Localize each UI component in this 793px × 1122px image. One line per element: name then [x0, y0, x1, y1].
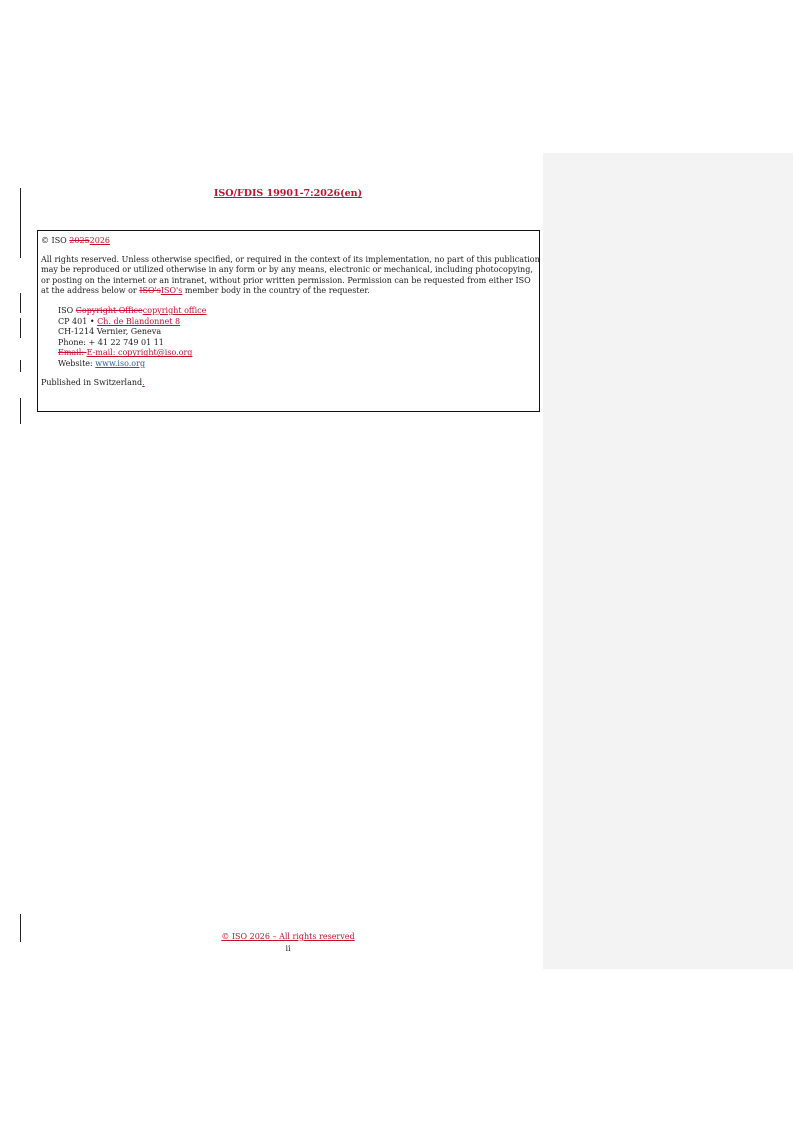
address-street	[58, 317, 536, 328]
rights-line: All rights reserved. Unless otherwise specified, or required in the context of its implementation, no part of this publication	[41, 254, 540, 264]
deleted-text: ISO's	[139, 286, 161, 296]
change-bar	[20, 360, 21, 372]
rights-line: may be reproduced or utilized otherwise in any form or by any means, electronic or mechanical, including photocopying,	[41, 265, 533, 275]
change-bar	[20, 318, 21, 338]
inserted-text: E-mail: copyright@iso.org	[86, 348, 193, 358]
page-number: ii	[285, 944, 291, 953]
inserted-text: Ch. de Blandonnet 8	[97, 316, 181, 326]
rights-text: at the address below or	[41, 286, 140, 296]
copyright-prefix: © ISO	[41, 236, 70, 245]
deleted-text: Copyright Office	[75, 305, 143, 315]
rights-line: or posting on the internet or an intranet, without prior written permission. Permission can be requested from either ISO	[41, 275, 531, 285]
inserted-text: copyright office	[142, 305, 207, 315]
change-bar	[20, 398, 21, 424]
published-text: Published in Switzerland	[41, 377, 143, 387]
copyright-year-line	[41, 236, 536, 247]
change-bar	[20, 293, 21, 313]
address-org	[58, 306, 536, 317]
rights-line	[41, 286, 536, 297]
inserted-text: .	[142, 377, 145, 387]
page-footer	[0, 931, 576, 955]
footer-copyright: © ISO 2026 – All rights reserved	[221, 932, 355, 941]
document-reference: ISO/FDIS 19901-7:2026(en)	[213, 188, 363, 199]
address-city: CH-1214 Vernier, Geneva	[58, 327, 162, 337]
website-link[interactable]: www.iso.org	[95, 358, 146, 368]
cp-prefix: CP 401 •	[58, 316, 98, 326]
deleted-text: Email:	[58, 348, 87, 358]
address-website	[58, 359, 536, 370]
copyright-notice-box	[37, 230, 540, 412]
inserted-year: 2026	[89, 236, 111, 245]
deleted-year: 2025	[69, 236, 90, 245]
comment-pane	[543, 153, 793, 969]
inserted-text: ISO's	[160, 286, 183, 296]
address-email	[58, 348, 536, 359]
rights-paragraph	[41, 254, 540, 297]
rights-text: member body in the country of the requester.	[182, 286, 370, 296]
address-block	[58, 306, 536, 370]
org-prefix: ISO	[58, 305, 76, 315]
website-prefix: Website:	[58, 358, 96, 368]
address-phone: Phone: + 41 22 749 01 11	[58, 337, 164, 347]
published-line	[41, 378, 536, 389]
